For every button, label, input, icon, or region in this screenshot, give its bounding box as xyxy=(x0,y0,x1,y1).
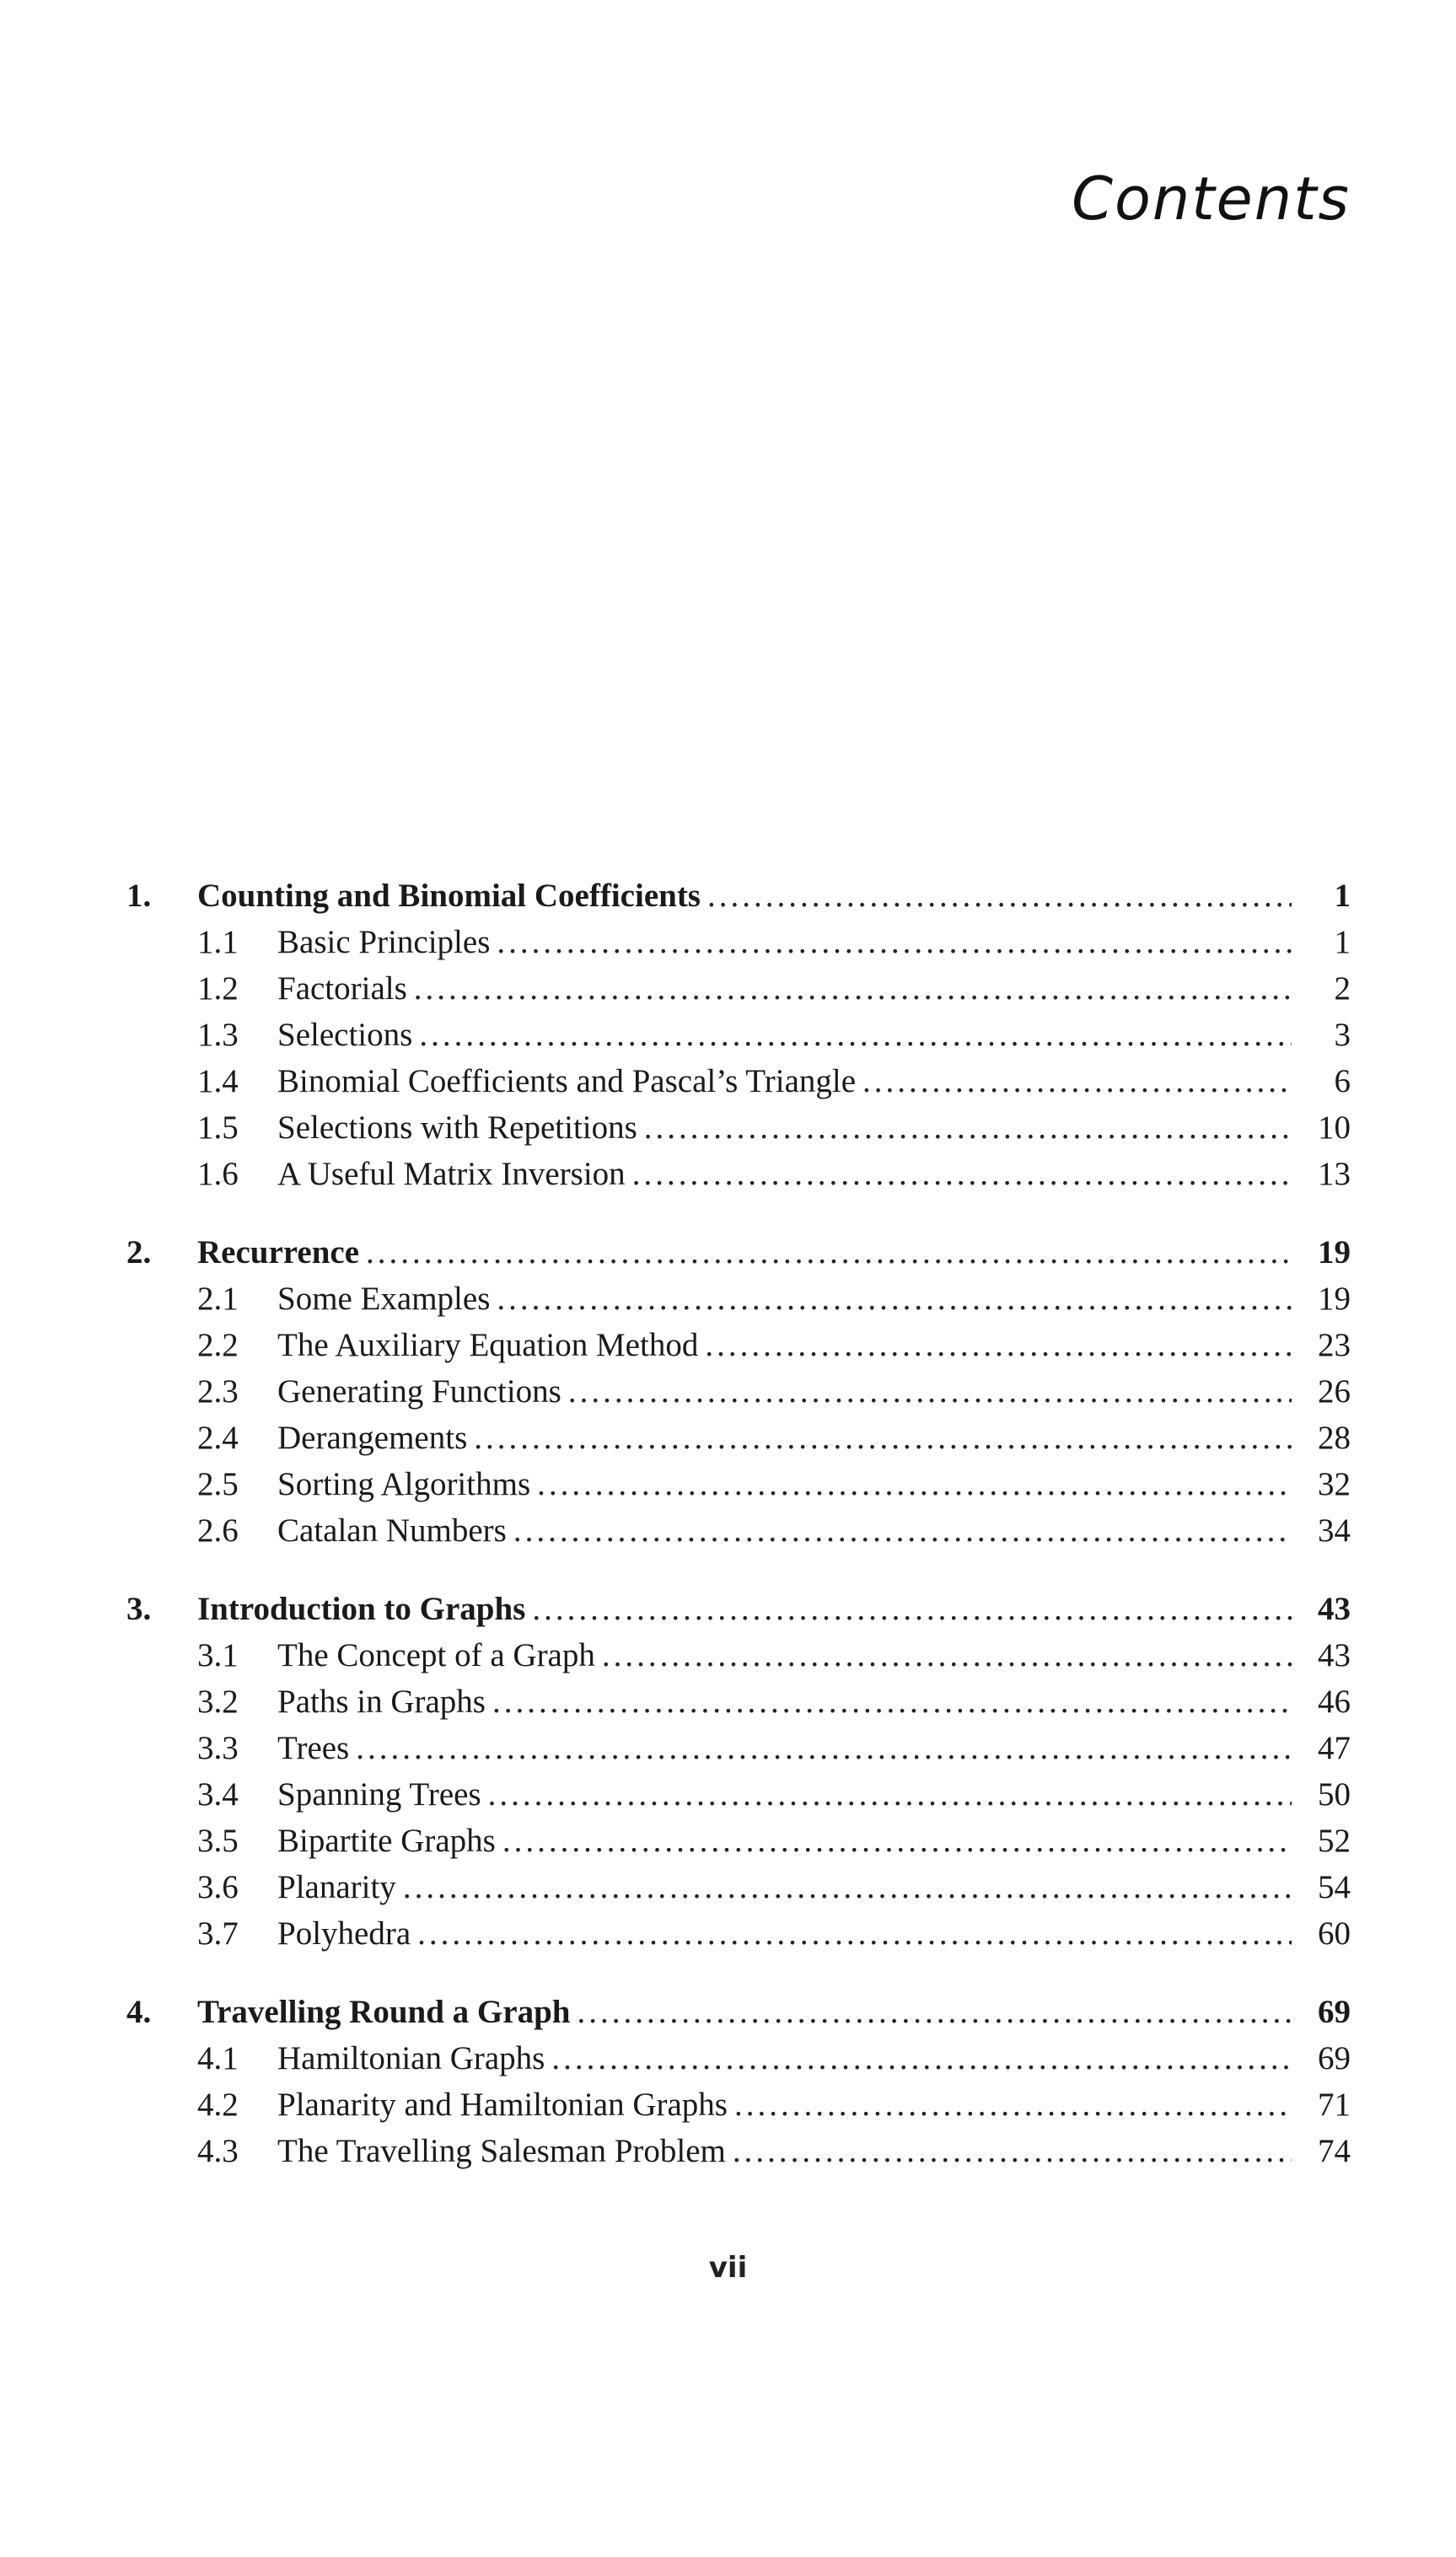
section-number: 1.3 xyxy=(197,1017,239,1053)
section-title: Some Examples xyxy=(277,1281,491,1317)
section-title: The Concept of a Graph xyxy=(277,1637,595,1673)
leader-dots xyxy=(417,1910,1292,1957)
leader-dots xyxy=(644,1104,1292,1151)
section-number: 3.3 xyxy=(197,1730,239,1766)
leader-dots xyxy=(551,2035,1292,2082)
section-entry[interactable] xyxy=(126,1864,1351,1910)
section-title: Paths in Graphs xyxy=(277,1684,486,1720)
section-number: 4.3 xyxy=(197,2133,239,2169)
chapter-4 xyxy=(126,1989,1351,2174)
page-number: 54 xyxy=(1318,1869,1351,1905)
chapter-title: Introduction to Graphs xyxy=(197,1591,526,1627)
section-number: 3.6 xyxy=(197,1869,239,1905)
section-title: A Useful Matrix Inversion xyxy=(277,1156,626,1192)
section-entry[interactable] xyxy=(126,1910,1351,1957)
section-title: The Auxiliary Equation Method xyxy=(277,1327,699,1363)
page-number-footer: vii xyxy=(708,2251,748,2285)
section-entry[interactable] xyxy=(126,1415,1351,1461)
chapter-2 xyxy=(126,1229,1351,1554)
section-title: Polyhedra xyxy=(277,1915,411,1952)
section-title: Trees xyxy=(277,1730,350,1766)
page-number: 26 xyxy=(1318,1373,1351,1410)
section-number: 3.4 xyxy=(197,1776,239,1813)
leader-dots xyxy=(497,919,1292,965)
section-entry[interactable] xyxy=(126,1771,1351,1818)
leader-dots xyxy=(492,1679,1292,1725)
section-entry[interactable] xyxy=(126,1151,1351,1197)
page-number: 1 xyxy=(1334,924,1351,960)
section-entry[interactable] xyxy=(126,1276,1351,1322)
page-number: 28 xyxy=(1318,1420,1351,1456)
section-number: 4.2 xyxy=(197,2087,239,2123)
leader-dots xyxy=(537,1461,1292,1507)
chapter-entry[interactable] xyxy=(126,1229,1351,1276)
chapter-number: 2. xyxy=(126,1234,152,1270)
table-of-contents xyxy=(126,873,1351,2206)
section-entry[interactable] xyxy=(126,1679,1351,1725)
section-title: Binomial Coefficients and Pascal’s Triangle xyxy=(277,1063,857,1099)
section-title: Planarity and Hamiltonian Graphs xyxy=(277,2087,728,2123)
page-number: 32 xyxy=(1318,1466,1351,1502)
section-number: 4.1 xyxy=(197,2040,239,2076)
page-number: 10 xyxy=(1318,1109,1351,1146)
page-number: 46 xyxy=(1318,1684,1351,1720)
leader-dots xyxy=(502,1818,1292,1864)
section-number: 1.6 xyxy=(197,1156,239,1192)
chapter-number: 1. xyxy=(126,878,152,914)
leader-dots xyxy=(733,2128,1292,2174)
section-title: The Travelling Salesman Problem xyxy=(277,2133,726,2169)
section-entry[interactable] xyxy=(126,1725,1351,1771)
leader-dots xyxy=(734,2082,1292,2128)
section-entry[interactable] xyxy=(126,1632,1351,1679)
leader-dots xyxy=(577,1989,1292,2035)
leader-dots xyxy=(707,873,1292,919)
section-number: 1.4 xyxy=(197,1063,239,1099)
chapter-title: Counting and Binomial Coefficients xyxy=(197,878,701,914)
leader-dots xyxy=(862,1058,1292,1104)
section-entry[interactable] xyxy=(126,1507,1351,1554)
section-number: 2.4 xyxy=(197,1420,239,1456)
leader-dots xyxy=(497,1276,1292,1322)
chapter-entry[interactable] xyxy=(126,1989,1351,2035)
leader-dots xyxy=(632,1151,1292,1197)
section-number: 3.1 xyxy=(197,1637,239,1673)
page-number: 19 xyxy=(1318,1234,1351,1270)
page-number: 43 xyxy=(1318,1637,1351,1673)
page-number: 71 xyxy=(1318,2087,1351,2123)
section-entry[interactable] xyxy=(126,1104,1351,1151)
page-number: 47 xyxy=(1318,1730,1351,1766)
section-entry[interactable] xyxy=(126,1818,1351,1864)
leader-dots xyxy=(474,1415,1292,1461)
section-entry[interactable] xyxy=(126,1322,1351,1368)
page-title: Contents xyxy=(1072,164,1351,234)
page-number: 43 xyxy=(1318,1591,1351,1627)
section-title: Basic Principles xyxy=(277,924,491,960)
section-number: 1.5 xyxy=(197,1109,239,1146)
section-title: Sorting Algorithms xyxy=(277,1466,531,1502)
leader-dots xyxy=(419,1012,1292,1058)
leader-dots xyxy=(366,1229,1292,1276)
section-entry[interactable] xyxy=(126,1058,1351,1104)
page-number: 1 xyxy=(1334,878,1351,914)
section-title: Factorials xyxy=(277,970,407,1007)
section-number: 3.2 xyxy=(197,1684,239,1720)
section-number: 2.3 xyxy=(197,1373,239,1410)
page-number: 50 xyxy=(1318,1776,1351,1813)
leader-dots xyxy=(403,1864,1292,1910)
section-entry[interactable] xyxy=(126,2035,1351,2082)
section-number: 3.7 xyxy=(197,1915,239,1952)
page-number: 52 xyxy=(1318,1823,1351,1859)
page-number: 6 xyxy=(1334,1063,1351,1099)
page-number: 2 xyxy=(1334,970,1351,1007)
section-entry[interactable] xyxy=(126,1368,1351,1415)
leader-dots xyxy=(532,1586,1292,1632)
section-number: 2.2 xyxy=(197,1327,239,1363)
chapter-entry[interactable] xyxy=(126,1586,1351,1632)
section-title: Spanning Trees xyxy=(277,1776,481,1813)
chapter-entry[interactable] xyxy=(126,873,1351,919)
chapter-number: 3. xyxy=(126,1591,152,1627)
section-title: Selections with Repetitions xyxy=(277,1109,637,1146)
page-number: 69 xyxy=(1318,1994,1351,2030)
section-entry[interactable] xyxy=(126,1461,1351,1507)
page-number: 60 xyxy=(1318,1915,1351,1952)
leader-dots xyxy=(356,1725,1292,1771)
section-title: Catalan Numbers xyxy=(277,1512,507,1549)
section-title: Derangements xyxy=(277,1420,468,1456)
section-entry[interactable] xyxy=(126,965,1351,1012)
page-number: 74 xyxy=(1318,2133,1351,2169)
section-number: 2.5 xyxy=(197,1466,239,1502)
section-number: 1.2 xyxy=(197,970,239,1007)
section-entry[interactable] xyxy=(126,919,1351,965)
section-title: Generating Functions xyxy=(277,1373,561,1410)
section-title: Selections xyxy=(277,1017,413,1053)
leader-dots xyxy=(705,1322,1292,1368)
leader-dots xyxy=(602,1632,1292,1679)
chapter-1 xyxy=(126,873,1351,1197)
section-title: Bipartite Graphs xyxy=(277,1823,496,1859)
page-number: 34 xyxy=(1318,1512,1351,1549)
leader-dots xyxy=(414,965,1292,1012)
section-title: Hamiltonian Graphs xyxy=(277,2040,545,2076)
section-number: 1.1 xyxy=(197,924,239,960)
page-number: 69 xyxy=(1318,2040,1351,2076)
section-entry[interactable] xyxy=(126,1012,1351,1058)
leader-dots xyxy=(513,1507,1292,1554)
leader-dots xyxy=(568,1368,1292,1415)
section-title: Planarity xyxy=(277,1869,396,1905)
chapter-3 xyxy=(126,1586,1351,1957)
section-number: 2.1 xyxy=(197,1281,239,1317)
chapter-title: Recurrence xyxy=(197,1234,360,1270)
leader-dots xyxy=(488,1771,1292,1818)
page-number: 13 xyxy=(1318,1156,1351,1192)
section-entry[interactable] xyxy=(126,2082,1351,2128)
section-number: 2.6 xyxy=(197,1512,239,1549)
chapter-title: Travelling Round a Graph xyxy=(197,1994,571,2030)
page-number: 3 xyxy=(1334,1017,1351,1053)
section-entry[interactable] xyxy=(126,2128,1351,2174)
page-number: 19 xyxy=(1318,1281,1351,1317)
chapter-number: 4. xyxy=(126,1994,152,2030)
section-number: 3.5 xyxy=(197,1823,239,1859)
page-number: 23 xyxy=(1318,1327,1351,1363)
